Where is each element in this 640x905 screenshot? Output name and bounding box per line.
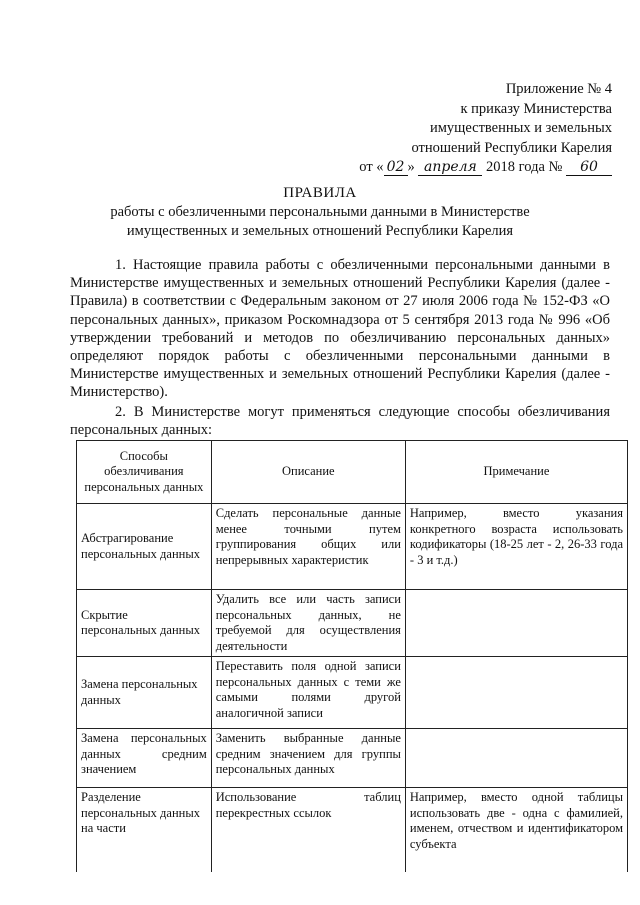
appendix-line-2: к приказу Министерства xyxy=(460,100,612,117)
appendix-line-3: имущественных и земельных xyxy=(429,120,612,136)
table-row xyxy=(77,729,628,788)
handwritten-month: апреля xyxy=(418,160,482,176)
handwritten-order-number: 60 xyxy=(566,160,612,176)
table-row xyxy=(77,657,628,729)
document-subtitle: работы с обезличенными персональными данными в Министерстве имущественных и земельных отношений Республики Карелия xyxy=(110,204,530,239)
appendix-line-4: отношений Республики Карелия xyxy=(411,139,612,156)
document-title: ПРАВИЛА xyxy=(283,185,357,201)
table-cell-note: Например, вместо одной таблицы использовать две - одна с фамилией, именем, отчеством и идентификатором субъекта xyxy=(405,788,627,873)
table-cell-description: Сделать персональные данные менее точными путем группирования общих или непрерывных характеристик xyxy=(211,504,405,590)
table-cell-description: Удалить все или часть записи персональных данных, не требуемой для осуществления деятельности xyxy=(211,590,405,657)
table-row xyxy=(77,788,628,873)
date-prefix: от « xyxy=(359,159,384,175)
table-cell-method: Скрытие персональных данных xyxy=(77,590,212,657)
appendix-date-line xyxy=(359,158,612,178)
paragraph-2: 2. В Министерстве могут применяться следующие способы обезличивания персональных данных: xyxy=(70,404,610,439)
methods-table xyxy=(76,440,628,872)
date-year-text: 2018 года № xyxy=(486,159,563,175)
handwritten-day: 02 xyxy=(384,160,408,176)
paragraph-1: 1. Настоящие правила работы с обезличенными персональными данными в Министерстве имущественных и земельных отношений Республики Карелия (далее - Правила) в соответствии с Федеральным законом от 27 июля 2006 года № 152-ФЗ «О персональных данных», приказом Роскомнадзора от 5 сентября 2013 года № 996 «Об утверждении требований и методов по обезличиванию персональных данных» определяют порядок работы с обезличенными персональными данными в Министерстве имущественных и земельных отношений Республики Карелия (далее - Министерство). xyxy=(70,257,610,401)
table-cell-note: Например, вместо указания конкретного возраста использовать кодификаторы (18-25 лет - 2, 26-33 года - 3 и т.д.) xyxy=(405,504,627,590)
table-cell-method: Абстрагирование персональных данных xyxy=(77,504,212,590)
table-header-row xyxy=(77,441,628,504)
table-cell-note xyxy=(405,590,627,657)
table-cell-description: Использование таблиц перекрестных ссылок xyxy=(211,788,405,873)
table-cell-note xyxy=(405,657,627,729)
date-quote-close: » xyxy=(407,159,415,175)
header-cell-methods: Способы обезличивания персональных данных xyxy=(77,441,212,504)
table-cell-description: Переставить поля одной записи персональных данных с теми же самыми полями другой аналогичной записи xyxy=(211,657,405,729)
table-row xyxy=(77,504,628,590)
table-cell-note xyxy=(405,729,627,788)
table-row xyxy=(77,590,628,657)
table-cell-method: Замена персональных данных xyxy=(77,657,212,729)
table-cell-method: Замена персональных данных средним значением xyxy=(77,729,212,788)
appendix-header xyxy=(359,80,612,178)
table-cell-method: Разделение персональных данных на части xyxy=(77,788,212,873)
header-cell-description: Описание xyxy=(211,441,405,504)
appendix-line-1: Приложение № 4 xyxy=(505,81,612,97)
table-cell-description: Заменить выбранные данные средним значением для группы персональных данных xyxy=(211,729,405,788)
header-cell-note: Примечание xyxy=(405,441,627,504)
